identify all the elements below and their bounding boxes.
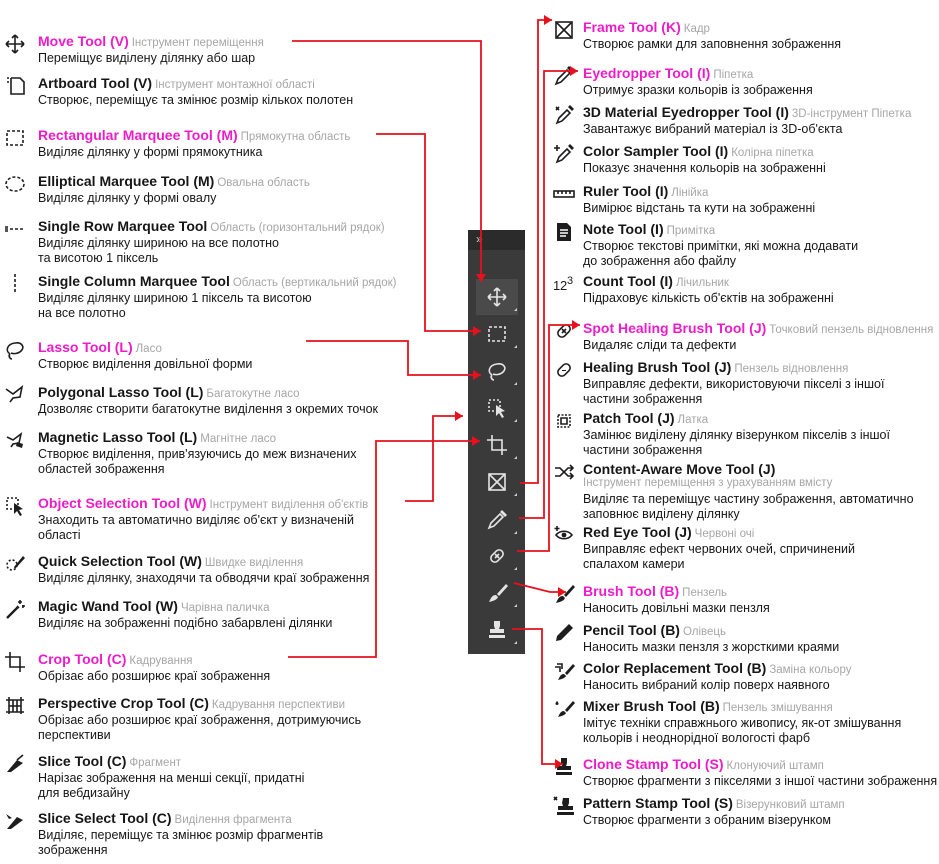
tool-description-line: Виділяє ділянку шириною на все полотно bbox=[38, 236, 279, 250]
slice-select-icon bbox=[4, 810, 26, 832]
rectangular-marquee-icon bbox=[4, 127, 26, 149]
tool-name: Polygonal Lasso Tool (L) bbox=[38, 384, 204, 400]
tool-ukrainian-name: Олівець bbox=[682, 626, 727, 638]
tool-ukrainian-name: Клонуючий штамп bbox=[726, 760, 824, 772]
tool-title-line bbox=[38, 75, 315, 94]
eyedropper-icon bbox=[553, 65, 575, 87]
slice-icon bbox=[4, 753, 26, 775]
tool-name: Patch Tool (J) bbox=[583, 410, 675, 426]
tool-description bbox=[583, 161, 939, 176]
tool-description bbox=[583, 813, 939, 828]
color-replacement-icon bbox=[553, 660, 575, 682]
tool-ukrainian-name: Область (вертикальний рядок) bbox=[232, 277, 397, 289]
tool-ukrainian-name: Кадрування bbox=[129, 655, 193, 667]
single-column-marquee-icon bbox=[4, 273, 26, 295]
tool-ukrainian-name: Інструмент переміщення з урахуванням вмісту bbox=[583, 477, 833, 489]
tool-title-line bbox=[38, 695, 345, 714]
tool-description-line: Обрізає або розширює краї зображення, дотримуючись bbox=[38, 713, 362, 727]
tool-description bbox=[38, 357, 438, 372]
pencil-icon bbox=[553, 622, 575, 644]
tool-name: Mixer Brush Tool (B) bbox=[583, 698, 720, 714]
single-row-marquee-icon bbox=[4, 218, 26, 240]
toolbar-lasso-button[interactable] bbox=[476, 353, 518, 389]
tool-description-line: Знаходить та автоматично виділяє об'єкт у визначеній bbox=[38, 513, 354, 527]
tool-description-line: Створює фрагменти з обраним візерунком bbox=[583, 813, 832, 827]
spot-healing-brush-icon bbox=[553, 320, 575, 342]
tool-name: Content-Aware Move Tool (J) bbox=[583, 461, 776, 477]
tool-title-line bbox=[38, 339, 162, 358]
tool-description-line: Виділяє та переміщує частину зображення, автоматично bbox=[583, 492, 914, 506]
collapse-toolbar-button[interactable]: » bbox=[476, 232, 483, 246]
tool-title-line bbox=[38, 651, 193, 670]
tool-title-line bbox=[583, 698, 833, 717]
tool-ukrainian-name: Примітка bbox=[666, 225, 716, 237]
tool-description-line: областей зображення bbox=[38, 461, 165, 476]
connector-frame-arrowhead bbox=[544, 15, 552, 25]
tool-name: 3D Material Eyedropper Tool (I) bbox=[583, 104, 789, 120]
connector-object-selection-arrowhead bbox=[455, 411, 463, 421]
tool-ukrainian-name: Овальна область bbox=[217, 177, 310, 189]
tool-description-line: Виправляє дефекти, використовуючи пікселі з іншої bbox=[583, 377, 885, 391]
tool-description bbox=[583, 201, 939, 216]
color-sampler-icon bbox=[553, 143, 575, 165]
tool-title-line bbox=[38, 598, 269, 617]
tool-description-line: Виділяє ділянку у формі прямокутника bbox=[38, 145, 263, 159]
toolbar-move-button[interactable] bbox=[476, 279, 518, 315]
tool-description bbox=[583, 338, 939, 353]
tool-description-line: до зображення або файлу bbox=[583, 253, 736, 268]
3d-material-eyedropper-icon bbox=[553, 104, 575, 126]
toolbar-object-selection-button[interactable] bbox=[476, 390, 518, 426]
tool-description bbox=[38, 191, 438, 206]
tool-title-line bbox=[583, 524, 754, 543]
tool-description bbox=[583, 122, 939, 137]
tool-description-line: заповнює виділену ділянку bbox=[583, 506, 740, 521]
tool-description-line: Замінює виділену ділянку візерунком пікселів з іншої bbox=[583, 428, 890, 442]
content-aware-move-icon bbox=[553, 461, 575, 483]
rectangular-marquee-icon bbox=[489, 327, 505, 341]
tool-description-line: Отримує зразки кольорів із зображення bbox=[583, 83, 813, 97]
tool-description-line: частини зображення bbox=[583, 442, 703, 457]
tool-description bbox=[583, 601, 939, 616]
tool-description-line: Переміщує виділену ділянку або шар bbox=[38, 51, 256, 65]
tool-title-line bbox=[38, 810, 292, 829]
tool-name: Quick Selection Tool (W) bbox=[38, 553, 202, 569]
tool-description bbox=[38, 93, 438, 108]
tool-description bbox=[583, 640, 939, 655]
tool-name: Count Tool (I) bbox=[583, 273, 673, 289]
tool-title-line bbox=[38, 218, 385, 237]
tool-description-line: Наносить вибраний колір поверх наявного bbox=[583, 678, 830, 692]
tool-name: Frame Tool (K) bbox=[583, 19, 681, 35]
tool-title-line bbox=[583, 65, 753, 84]
frame-icon bbox=[489, 474, 505, 490]
tool-description-line: Наносить мазки пензля з жорсткими краями bbox=[583, 640, 840, 654]
tool-description-line: Виправляє ефект червоних очей, спричинений bbox=[583, 542, 855, 556]
crop-icon bbox=[4, 651, 26, 673]
tool-description bbox=[583, 239, 939, 268]
tool-name: Red Eye Tool (J) bbox=[583, 524, 692, 540]
tool-name: Eyedropper Tool (I) bbox=[583, 65, 711, 81]
tool-ukrainian-name: Кадрування перспективи bbox=[211, 699, 345, 711]
tool-description-line: та висотою 1 піксель bbox=[38, 250, 159, 265]
tool-description bbox=[583, 37, 939, 52]
crop-icon bbox=[487, 435, 507, 455]
move-icon bbox=[488, 288, 506, 306]
tool-title-line bbox=[38, 495, 368, 514]
tool-ukrainian-name: Інструмент монтажної області bbox=[155, 79, 315, 91]
quick-selection-icon bbox=[4, 553, 26, 575]
tool-name: Elliptical Marquee Tool (M) bbox=[38, 173, 215, 189]
tool-ukrainian-name: Заміна кольору bbox=[769, 664, 852, 676]
photoshop-toolbar bbox=[468, 230, 525, 654]
tool-title-line bbox=[583, 221, 715, 240]
healing-brush-icon bbox=[553, 359, 575, 381]
tool-description bbox=[583, 774, 939, 789]
clone-stamp-icon bbox=[489, 621, 505, 638]
tool-ukrainian-name: Магнітне ласо bbox=[200, 433, 276, 445]
tool-description bbox=[38, 51, 438, 66]
clone-stamp-icon bbox=[553, 756, 575, 778]
frame-icon bbox=[553, 19, 575, 41]
tool-ukrainian-name: Прямокутна область bbox=[240, 131, 351, 143]
tool-description-line: Видаляє сліди та дефекти bbox=[583, 338, 737, 352]
toolbar-header bbox=[468, 230, 525, 250]
tool-description-line: Створює виділення довільної форми bbox=[38, 357, 253, 371]
tool-name: Object Selection Tool (W) bbox=[38, 495, 207, 511]
tool-ukrainian-name: Піпетка bbox=[713, 69, 754, 81]
tool-title-line bbox=[583, 622, 726, 641]
ruler-icon bbox=[553, 183, 575, 205]
tool-description bbox=[583, 428, 939, 457]
tool-name: Magic Wand Tool (W) bbox=[38, 598, 178, 614]
tool-description bbox=[583, 291, 939, 306]
polygonal-lasso-icon bbox=[4, 384, 26, 406]
count-icon bbox=[553, 273, 575, 295]
tool-name: Crop Tool (C) bbox=[38, 651, 127, 667]
tool-description-line: Створює текстові примітки, які можна додавати bbox=[583, 239, 859, 253]
tool-title-line bbox=[38, 273, 396, 292]
tool-title-line bbox=[38, 33, 264, 52]
svg-text:3: 3 bbox=[567, 275, 574, 287]
tool-title-line bbox=[38, 127, 350, 146]
tool-ukrainian-name: Фрагмент bbox=[129, 757, 182, 769]
tool-description bbox=[583, 492, 939, 521]
tool-title-line bbox=[583, 461, 775, 478]
tool-name: Spot Healing Brush Tool (J) bbox=[583, 320, 767, 336]
tool-ukrainian-name: Пензель відновлення bbox=[734, 363, 849, 375]
tool-ukrainian-name: Колірна піпетка bbox=[731, 147, 814, 159]
tool-name: Perspective Crop Tool (C) bbox=[38, 695, 209, 711]
patch-icon bbox=[553, 410, 575, 432]
tool-title-line bbox=[583, 583, 727, 602]
tool-ukrainian-name: Чарівна паличка bbox=[180, 602, 270, 614]
tool-ukrainian-name: Візерунковий штамп bbox=[735, 799, 845, 811]
tool-description-line: Виділяє ділянку шириною 1 піксель та висотою bbox=[38, 291, 312, 305]
tool-name: Color Sampler Tool (I) bbox=[583, 143, 729, 159]
pattern-stamp-icon bbox=[553, 795, 575, 817]
tool-description-line: на все полотно bbox=[38, 305, 126, 320]
tool-description bbox=[38, 616, 438, 631]
tool-title-line bbox=[583, 359, 848, 378]
tool-title-line bbox=[583, 410, 708, 429]
tool-title-line bbox=[583, 756, 824, 775]
tool-description-line: частини зображення bbox=[583, 391, 703, 406]
tool-description-line: Створює фрагменти з пікселями з іншої частини зображення bbox=[583, 774, 938, 788]
tool-description-line: Обрізає або розширює краї зображення bbox=[38, 669, 271, 683]
tool-title-line bbox=[38, 553, 303, 572]
tool-description-line: Показує значення кольорів на зображенні bbox=[583, 161, 826, 175]
tool-name: Color Replacement Tool (B) bbox=[583, 660, 767, 676]
tool-name: Artboard Tool (V) bbox=[38, 75, 153, 91]
toolbar-clone-stamp-button[interactable] bbox=[476, 612, 518, 648]
lasso-icon bbox=[4, 339, 26, 361]
tool-description-line: перспективи bbox=[38, 727, 111, 742]
toolbar-frame-button[interactable] bbox=[476, 464, 518, 500]
eyedropper-icon bbox=[489, 510, 507, 528]
tool-name: Slice Select Tool (C) bbox=[38, 810, 172, 826]
tool-description bbox=[38, 571, 438, 586]
tool-name: Lasso Tool (L) bbox=[38, 339, 133, 355]
tool-name: Ruler Tool (I) bbox=[583, 183, 669, 199]
tool-description-line: Наносить довільні мазки пензля bbox=[583, 601, 770, 615]
tool-description-line: Створює виділення, прив'язуючись до меж визначених bbox=[38, 447, 357, 461]
tool-description-line: Завантажує вибраний матеріал із 3D-об'єкта bbox=[583, 122, 843, 136]
tool-description-line: Створює рамки для заповнення зображення bbox=[583, 37, 842, 51]
tool-title-line bbox=[583, 660, 851, 679]
tool-description bbox=[583, 716, 939, 745]
tool-ukrainian-name: Швидке виділення bbox=[204, 557, 304, 569]
tool-title-line bbox=[38, 429, 276, 448]
object-selection-icon bbox=[489, 400, 505, 418]
tool-description-line: Виділяє, переміщує та змінює розмір фрагментів bbox=[38, 828, 324, 842]
spot-healing-brush-icon bbox=[489, 548, 505, 564]
tool-description-line: спалахом камери bbox=[583, 556, 685, 571]
tool-title-line bbox=[38, 173, 310, 192]
tool-ukrainian-name: Лінійка bbox=[671, 187, 709, 199]
tool-ukrainian-name: Пензель bbox=[682, 587, 728, 599]
tool-ukrainian-name: Інструмент переміщення bbox=[131, 37, 264, 49]
perspective-crop-icon bbox=[4, 695, 26, 717]
tool-title-line bbox=[583, 183, 708, 202]
toolbar-eyedropper-button[interactable] bbox=[476, 502, 518, 538]
toolbar-spot-healing-brush-button[interactable] bbox=[476, 538, 518, 574]
tool-description bbox=[38, 828, 438, 857]
tool-description bbox=[38, 236, 438, 265]
tool-name: Brush Tool (B) bbox=[583, 583, 680, 599]
tool-description bbox=[38, 291, 438, 320]
tool-name: Clone Stamp Tool (S) bbox=[583, 756, 724, 772]
tool-ukrainian-name: Область (горизонтальний рядок) bbox=[210, 222, 385, 234]
tool-description bbox=[38, 402, 438, 417]
tool-description-line: Вимірює відстань та кути на зображенні bbox=[583, 201, 816, 215]
tool-description-line: Створює, переміщує та змінює розмір кількох полотен bbox=[38, 93, 354, 107]
tool-description bbox=[583, 377, 939, 406]
svg-text:1: 1 bbox=[553, 278, 561, 293]
tool-description bbox=[583, 542, 939, 571]
artboard-icon bbox=[4, 75, 26, 97]
tool-description-line: Виділяє ділянку у формі овалу bbox=[38, 191, 217, 205]
brush-icon bbox=[553, 583, 575, 605]
elliptical-marquee-icon bbox=[4, 173, 26, 195]
tool-name: Single Row Marquee Tool bbox=[38, 218, 208, 234]
tool-ukrainian-name: Інструмент виділення об'єктів bbox=[209, 499, 369, 511]
tool-description bbox=[583, 678, 939, 693]
tool-name: Healing Brush Tool (J) bbox=[583, 359, 732, 375]
tool-description-line: Виділяє на зображенні подібно забарвлені ділянки bbox=[38, 616, 333, 630]
tool-name: Rectangular Marquee Tool (M) bbox=[38, 127, 238, 143]
tool-ukrainian-name: 3D-інструмент Піпетка bbox=[791, 108, 912, 120]
tool-ukrainian-name: Ласо bbox=[135, 343, 162, 355]
magic-wand-icon bbox=[4, 598, 26, 620]
tool-description-line: зображення bbox=[38, 842, 108, 857]
tool-description-line: для вебдизайну bbox=[38, 785, 130, 800]
tool-ukrainian-name: Багатокутне ласо bbox=[206, 388, 300, 400]
object-selection-icon bbox=[4, 495, 26, 517]
tool-description-line: Нарізає зображення на менші секції, придатні bbox=[38, 771, 305, 785]
tool-ukrainian-name: Точковий пензель відновлення bbox=[769, 324, 934, 336]
tool-name: Single Column Marquee Tool bbox=[38, 273, 230, 289]
tool-title-line bbox=[38, 384, 299, 403]
tool-description bbox=[583, 83, 939, 98]
tool-description-line: Підраховує кількість об'єктів на зображенні bbox=[583, 291, 834, 305]
tool-description bbox=[38, 513, 438, 542]
magnetic-lasso-icon bbox=[4, 429, 26, 451]
tool-name: Note Tool (I) bbox=[583, 221, 664, 237]
svg-text:2: 2 bbox=[560, 278, 568, 293]
tool-ukrainian-name: Лічильник bbox=[675, 277, 729, 289]
toolbar-rectangular-marquee-button[interactable] bbox=[476, 316, 518, 352]
tool-title-line bbox=[38, 753, 181, 772]
tool-title-line bbox=[583, 19, 710, 38]
tool-description-line: кольорів і неоднорідної вологості фарб bbox=[583, 730, 811, 745]
lasso-icon bbox=[489, 364, 505, 380]
tool-name: Move Tool (V) bbox=[38, 33, 129, 49]
tool-description bbox=[38, 771, 438, 800]
tool-title-line bbox=[583, 143, 814, 162]
tool-description bbox=[38, 145, 438, 160]
tool-ukrainian-name: Червоні очі bbox=[694, 528, 755, 540]
tool-name: Slice Tool (C) bbox=[38, 753, 127, 769]
tool-description-line: Дозволяє створити багатокутне виділення з окремих точок bbox=[38, 402, 379, 416]
mixer-brush-icon bbox=[553, 698, 575, 720]
tool-ukrainian-name: Латка bbox=[677, 414, 709, 426]
tool-name: Magnetic Lasso Tool (L) bbox=[38, 429, 198, 445]
tool-ukrainian-name: Кадр bbox=[683, 23, 710, 35]
toolbar-crop-button[interactable] bbox=[476, 427, 518, 463]
note-icon bbox=[553, 221, 575, 243]
tool-description-line: Імітує техніки справжнього живопису, як-от змішування bbox=[583, 716, 902, 730]
tool-name: Pattern Stamp Tool (S) bbox=[583, 795, 733, 811]
brush-icon bbox=[489, 584, 508, 602]
tool-title-line bbox=[583, 320, 933, 339]
tool-name: Pencil Tool (B) bbox=[583, 622, 680, 638]
tool-description bbox=[38, 713, 438, 742]
tool-description-line: Виділяє ділянку, знаходячи та обводячи краї зображення bbox=[38, 571, 370, 585]
toolbar-brush-button[interactable] bbox=[476, 575, 518, 611]
tool-description bbox=[38, 447, 438, 476]
tool-title-line bbox=[583, 104, 911, 123]
tool-description bbox=[38, 669, 438, 684]
tool-description-line: області bbox=[38, 527, 81, 542]
tool-title-line bbox=[583, 273, 729, 292]
red-eye-icon bbox=[553, 524, 575, 546]
tool-title-line bbox=[583, 795, 845, 814]
tool-ukrainian-name: Виділення фрагмента bbox=[174, 814, 292, 826]
move-icon bbox=[4, 33, 26, 55]
tool-ukrainian-name: Пензель змішування bbox=[722, 702, 833, 714]
